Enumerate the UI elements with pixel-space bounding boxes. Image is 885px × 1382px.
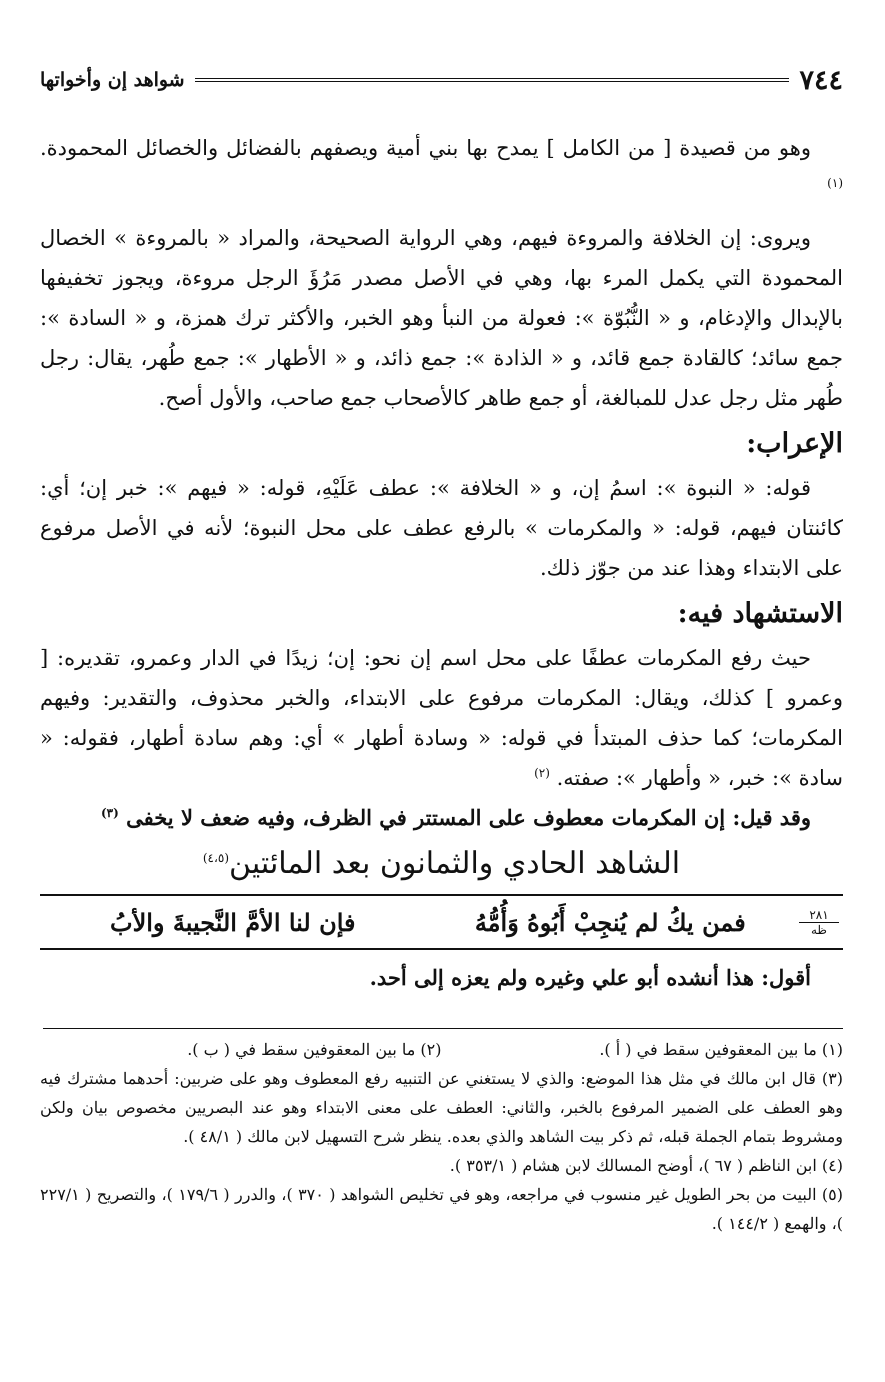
paragraph-intro-text: وهو من قصيدة [ من الكامل ] يمدح بها بني أمية ويصفهم بالفضائل والخصائل المحمودة. bbox=[40, 136, 811, 160]
paragraph-qil-text: وقد قيل: إن المكرمات معطوف على المستتر في الظرف، وفيه ضعف لا يخفى bbox=[126, 805, 811, 830]
paragraph-shahid-text: حيث رفع المكرمات عطفًا على محل اسم إن نحو: إن؛ زيدًا في الدار وعمرو، تقديره: [ وعمرو ] كذلك، ويقال: المكرمات مرفوع على الابتداء، والخبر محذوف، والتقدير: وفيهم المكرمات؛ كما حذف المبتدأ في قوله: « وسادة أطهار » أي: وهم سادة أطهار، فقوله: « سادة »: خبر، « وأطهار »: صفته. bbox=[40, 646, 843, 790]
verse-second-half: فإن لنا الأمَّ النَّجيبةَ والأبُ bbox=[109, 907, 356, 937]
footnote-ref-2: (٢) bbox=[534, 766, 550, 780]
paragraph-variants: ويروى: إن الخلافة والمروءة فيهم، وهي الرواية الصحيحة، والمراد « بالمروءة » الخصال المحمودة التي يكمل المرء بها، وهي في الأصل مصدر مَرُؤَ الرجل مروءة، ويجوز تخفيفها بالإبدال والإدغام، و « النُّبُوّة »: فعولة من النبأ وهو الخبر، والأكثر ترك همزة، و « السادة »: جمع سائد؛ كالقادة جمع قائد، و « الذادة »: جمع ذائد، و « الأطهار »: جمع طُهر، يقال: رجل طُهر مثل رجل عدل للمبالغة، أو جمع طاهر كالأصحاب جمع صاحب، والأول أصح. bbox=[40, 226, 843, 410]
verse-first-half: فمن يكُ لم يُنجِبْ أَبُوهُ وَأُمُّهُ bbox=[474, 907, 746, 937]
footnote-ref-1: (١) bbox=[827, 176, 843, 190]
footnote-ref-3: (٣) bbox=[100, 806, 119, 820]
page-header bbox=[40, 62, 843, 98]
witness-title-text: الشاهد الحادي والثمانون بعد المائتين bbox=[229, 846, 681, 881]
page-number: ٧٤٤ bbox=[799, 64, 843, 96]
paragraph-aqulu: أقول: هذا أنشده أبو علي وغيره ولم يعزه إلى أحد. bbox=[369, 965, 811, 990]
footnote-4: (٤) ابن الناظم ( ٦٧ )، أوضح المسالك لابن هشام ( ٣٥٣/١ ). bbox=[449, 1156, 843, 1175]
running-title: شواهد إن وأخواتها bbox=[40, 69, 185, 91]
footnote-1: (١) ما بين المعقوفين سقط في ( أ ). bbox=[599, 1040, 843, 1059]
heading-shahid: الاستشهاد فيه: bbox=[677, 598, 843, 629]
verse-number-sub: ظه bbox=[811, 922, 827, 937]
main-text bbox=[40, 128, 843, 1238]
paragraph-qil bbox=[40, 798, 843, 838]
footnote-ref-4-5: (٤،٥) bbox=[202, 851, 229, 865]
paragraph-irab: قوله: « النبوة »: اسمُ إن، و « الخلافة »: عطف عَلَيْهِ، قوله: « فيهم »: خبر إن؛ أي: كائنتان فيهم، قوله: « والمكرمات » بالرفع عطف على محل النبوة؛ لأنه في الأصل مرفوع على الابتداء وهذا عند من جوّز ذلك. bbox=[40, 476, 843, 580]
verse-line bbox=[40, 894, 843, 950]
footnotes-row-1-2 bbox=[40, 1035, 843, 1064]
header-double-rule bbox=[195, 78, 790, 82]
paragraph-intro bbox=[40, 128, 843, 208]
footnote-2: (٢) ما بين المعقوفين سقط في ( ب ). bbox=[187, 1040, 442, 1059]
footnote-3: (٣) قال ابن مالك في مثل هذا الموضع: والذي لا يستغني عن التنبيه رفع المعطوف وهو على ضربين: أحدهما مشترك فيه وهو العطف على الضمير المرفوع بالخبر، والثاني: العطف على معنى الابتداء وهو عند البصريين مخصوص بيان ولكن ومشروط بتمام الجملة قبله، ثم ذكر بيت الشاهد والذي بعده. ينظر شرح التسهيل لابن مالك ( ٤٨/١ ). bbox=[40, 1069, 843, 1146]
heading-irab: الإعراب: bbox=[746, 428, 843, 459]
paragraph-shahid bbox=[40, 638, 843, 798]
footnote-rule bbox=[43, 1028, 843, 1029]
verse-number bbox=[799, 908, 839, 937]
footnote-5: (٥) البيت من بحر الطويل غير منسوب في مراجعه، وهو في تخليص الشواهد ( ٣٧٠ )، والدرر ( ١٧٩/٦ )، والتصريح ( ٢٢٧/١ )، والهمع ( ١٤٤/٢ ). bbox=[40, 1185, 844, 1233]
witness-title bbox=[40, 838, 843, 890]
verse-number-value: ٢٨١ bbox=[799, 908, 839, 923]
